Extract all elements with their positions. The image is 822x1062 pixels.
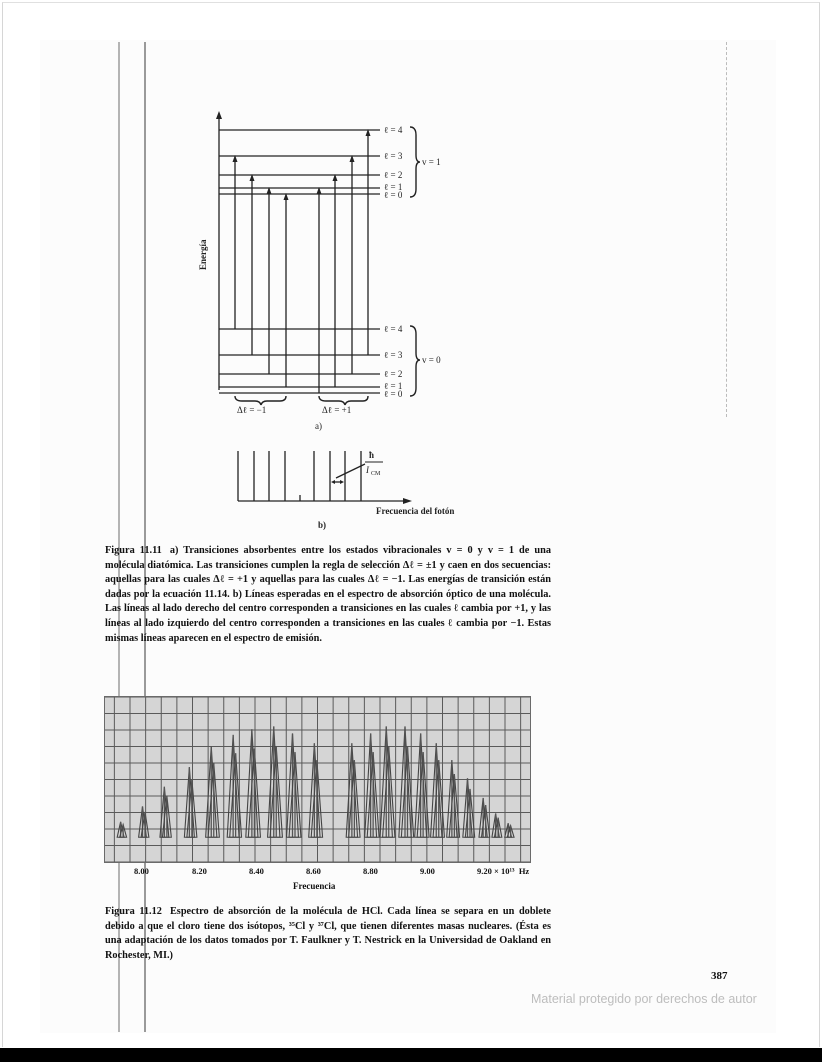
- energy-level-diagram: [190, 105, 490, 435]
- x-tick: 8.00: [134, 866, 149, 876]
- bottom-black-bar: [0, 1048, 822, 1062]
- scan-artifact-line: [118, 42, 120, 1032]
- level-label: ℓ = 2: [384, 170, 403, 180]
- sublabel-b: b): [318, 520, 327, 530]
- figure-11-11-text: a) Transiciones absorbentes entre los estados vibracionales v = 0 y v = 1 de una molécula diatómica. Las transiciones cumplen la regla de selección Δℓ = ±1 y caen en dos secuencias: aquellas para las cuales Δℓ = +1 y aquellas para las cuales Δℓ = −1. Las energías de transición están dadas por la ecuación 11.14. b) Líneas esperadas en el espectro de absorción óptico de una molécula. Las líneas al lado derecho del centro corresponden a transiciones en las cuales ℓ cambia por +1, y las líneas al lado izquierdo del centro corresponden a transiciones en las cuales ℓ cambia por −1. Estas mismas líneas aparecen en el espectro de emisión.: [105, 545, 551, 644]
- level-label: ℓ = 1: [384, 182, 403, 192]
- band-label-v1: v = 1: [422, 157, 441, 167]
- level-label: ℓ = 3: [384, 151, 403, 161]
- level-label: ℓ = 4: [384, 125, 403, 135]
- inertia-label: I: [366, 465, 369, 475]
- hbar-label: ħ: [369, 450, 375, 460]
- x-tick: 9.00: [420, 866, 435, 876]
- group-label-minus: Δℓ = −1: [237, 405, 267, 415]
- x-tick: 8.80: [363, 866, 378, 876]
- level-label: ℓ = 3: [384, 350, 403, 360]
- inertia-sub-label: CM: [371, 471, 381, 477]
- level-label: ℓ = 1: [384, 381, 403, 391]
- band-label-v0: v = 0: [422, 355, 441, 365]
- figure-11-11-label: Figura 11.11: [105, 545, 162, 556]
- figure-11-11-caption: [105, 544, 551, 646]
- x-tick: 8.60: [306, 866, 321, 876]
- level-label: ℓ = 0: [384, 190, 403, 200]
- page-number: 387: [711, 970, 728, 982]
- figure-11-12-label: Figura 11.12: [105, 906, 162, 917]
- group-label-plus: Δℓ = +1: [322, 405, 352, 415]
- sublabel-a: a): [315, 421, 322, 431]
- photon-frequency-label: Frecuencia del fotón: [376, 506, 455, 516]
- level-label: ℓ = 2: [384, 369, 403, 379]
- x-tick: 9.20 × 10¹³ Hz: [477, 866, 530, 876]
- copyright-watermark: Material protegido por derechos de autor: [531, 992, 757, 1006]
- x-tick: 8.20: [192, 866, 207, 876]
- x-tick-labels: [104, 866, 564, 880]
- scan-artifact-line: [726, 42, 728, 417]
- expected-spectrum-diagram: [230, 445, 490, 535]
- x-tick: 8.40: [249, 866, 264, 876]
- hcl-spectrum-chart: [104, 696, 531, 863]
- x-axis-label: Frecuencia: [293, 881, 336, 891]
- level-label: ℓ = 4: [384, 324, 403, 334]
- figure-11-12-caption: [105, 905, 551, 963]
- scan-artifact-line: [144, 42, 146, 1032]
- energy-axis-label: Energía: [198, 239, 208, 270]
- level-label: ℓ = 0: [384, 389, 403, 399]
- figure-11-12-text: Espectro de absorción de la molécula de HCl. Cada línea se separa en un doblete debido a que el cloro tiene dos isótopos, ³⁵Cl y ³⁷Cl, que tienen diferentes masas nucleares. (Ésta es una adaptación de los datos tomados por T. Faulkner y T. Nestrick en la Universidad de Oakland en Rochester, MI.): [105, 906, 551, 961]
